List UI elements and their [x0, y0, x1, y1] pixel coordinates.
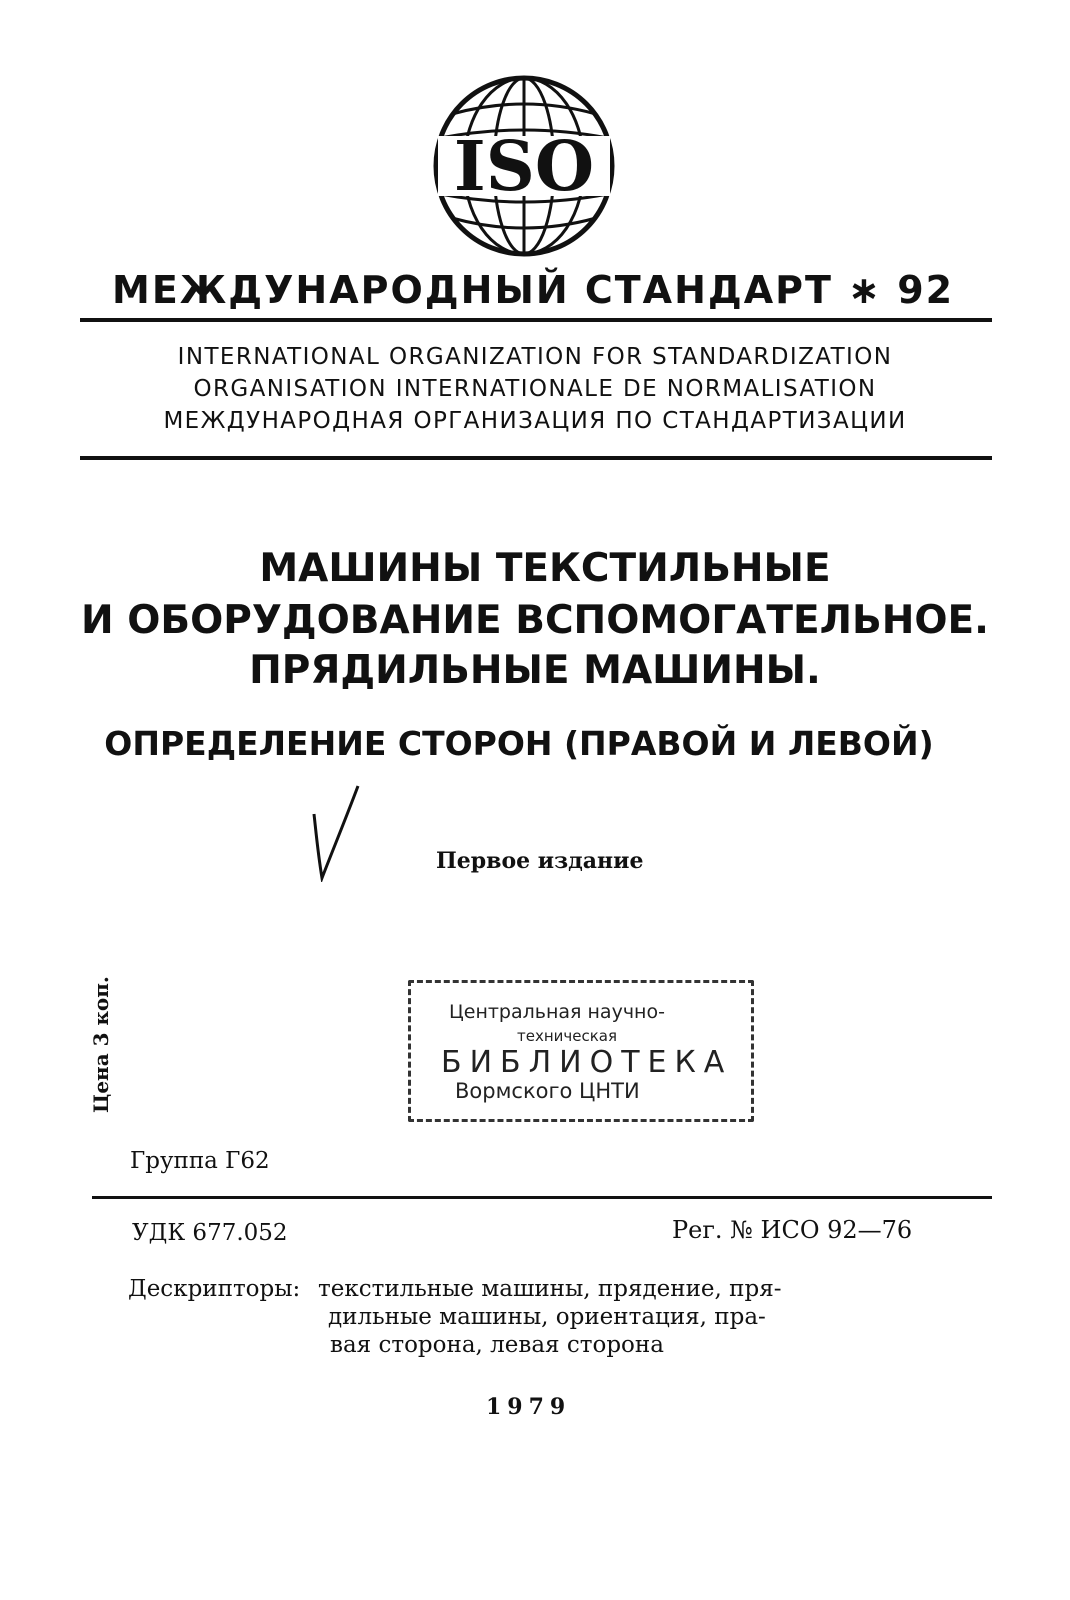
descriptors-line1: текстильные машины, прядение, пря- — [318, 1276, 782, 1302]
org-name-en: INTERNATIONAL ORGANIZATION FOR STANDARDIZATION — [177, 344, 893, 370]
stamp-line4: Вормского ЦНТИ — [455, 1079, 640, 1103]
org-name-ru: МЕЖДУНАРОДНАЯ ОРГАНИЗАЦИЯ ПО СТАНДАРТИЗАЦИИ — [163, 408, 907, 434]
price-label: Цена 3 коп. — [89, 976, 113, 1113]
org-name-fr: ORGANISATION INTERNATIONALE DE NORMALISATION — [193, 376, 877, 402]
registration-number: Рег. № ИСО 92—76 — [672, 1216, 913, 1244]
standard-title: МЕЖДУНАРОДНЫЙ СТАНДАРТ ∗ 92 — [112, 268, 955, 312]
org-rule — [80, 456, 992, 460]
handwritten-checkmark — [306, 782, 366, 882]
iso-logo-text: ISO — [453, 127, 595, 207]
udc-label: УДК 677.052 — [132, 1220, 288, 1246]
stamp-line2: техническая — [517, 1027, 618, 1045]
doc-title-line3: ПРЯДИЛЬНЫЕ МАШИНЫ. — [249, 648, 821, 693]
group-label: Группа Г62 — [130, 1148, 270, 1174]
stamp-line3: БИБЛИОТЕКА — [441, 1045, 733, 1080]
doc-title-line2: И ОБОРУДОВАНИЕ ВСПОМОГАТЕЛЬНОЕ. — [81, 598, 989, 643]
publication-year: 1979 — [486, 1394, 572, 1420]
descriptors-label: Дескрипторы: — [128, 1276, 301, 1302]
bottom-rule — [92, 1196, 992, 1199]
iso-logo — [432, 74, 616, 258]
edition-label: Первое издание — [436, 848, 644, 874]
stamp-line1: Центральная научно- — [449, 1001, 665, 1023]
descriptors-line3: вая сторона, левая сторона — [330, 1332, 664, 1358]
descriptors-line2: дильные машины, ориентация, пра- — [328, 1304, 766, 1330]
library-stamp — [408, 980, 754, 1122]
top-rule — [80, 318, 992, 322]
doc-subtitle: ОПРЕДЕЛЕНИЕ СТОРОН (ПРАВОЙ И ЛЕВОЙ) — [104, 724, 934, 763]
doc-title-line1: МАШИНЫ ТЕКСТИЛЬНЫЕ — [259, 546, 831, 591]
